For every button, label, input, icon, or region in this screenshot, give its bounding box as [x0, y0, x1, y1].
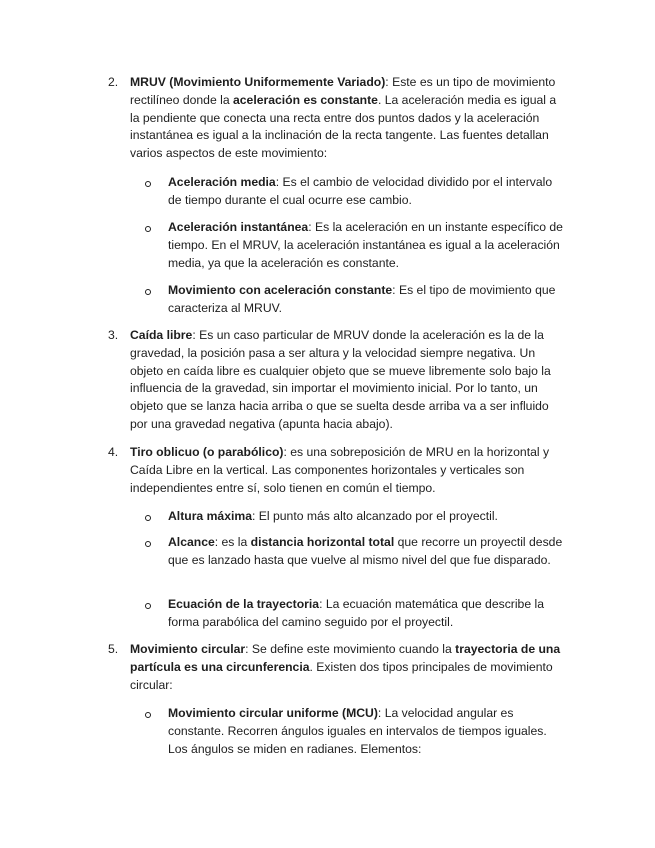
list-item-text	[130, 444, 564, 497]
text: : es la	[214, 535, 251, 549]
bullet-icon	[145, 289, 151, 295]
term: aceleración es constante	[233, 92, 378, 107]
term: Movimiento con aceleración constante	[168, 283, 393, 297]
term: Alcance	[168, 535, 215, 549]
text: : Este es un tipo de movimiento rectilíneo donde la	[130, 75, 556, 107]
text: : Se define este movimiento cuando la	[245, 642, 456, 656]
text: : Es la aceleración en un instante específico de tiempo. En el MRUV, la aceleración instantánea es igual a la aceleración media, ya que la aceleración es constante.	[168, 220, 563, 270]
list-item-text	[130, 641, 564, 694]
list-item-text	[130, 327, 564, 434]
term: Aceleración instantánea	[168, 220, 309, 234]
term: Movimiento circular	[130, 642, 246, 656]
sub-item-text	[168, 534, 563, 570]
bullet-icon	[145, 712, 151, 718]
term: Tiro oblicuo (o parabólico)	[130, 445, 284, 459]
text: : Es un caso particular de MRUV donde la aceleración es la de la gravedad, la posición pasa a ser altura y la velocidad siempre negativa. Un objeto en caída libre es cualquier objeto que se mueve libremente solo bajo la influencia de la gravedad, sin importar el movimiento inicial. Por lo tanto, un objeto que se lanza hacia arriba o que se suelta desde arriba va a ser influido por una gravedad negativa (apunta hacia abajo).	[130, 328, 551, 431]
sub-item-text	[168, 282, 563, 318]
text: que recorre un proyectil desde que es lanzado hasta que vuelve al mismo nivel del que fue disparado.	[168, 535, 563, 567]
list-number: 4.	[108, 445, 119, 459]
sub-item-text	[168, 508, 563, 526]
text: : La ecuación matemática que describe la forma parabólica del camino seguido por el proyectil.	[168, 597, 544, 629]
term: MRUV (Movimiento Uniformemente Variado)	[130, 75, 386, 89]
text: : El punto más alto alcanzado por el proyectil.	[252, 509, 498, 523]
text: . La aceleración media es igual a la pendiente que conecta una recta entre dos puntos dados y la aceleración instantánea es igual a la inclinación de la recta tangente. Las fuentes detallan varios aspectos de este movimiento:	[130, 92, 557, 161]
list-number: 3.	[108, 328, 119, 342]
text: : Es el cambio de velocidad dividido por el intervalo de tiempo durante el cual ocurre ese cambio.	[168, 175, 553, 207]
term: distancia horizontal total	[250, 535, 395, 549]
term: Movimiento circular uniforme (MCU)	[168, 706, 378, 720]
term: trayectoria de una partícula es una circunferencia	[130, 642, 561, 674]
list-number: 2.	[108, 75, 119, 89]
bullet-icon	[145, 515, 151, 521]
text: : Es el tipo de movimiento que caracteriza al MRUV.	[168, 283, 556, 315]
bullet-icon	[145, 181, 151, 187]
term: Aceleración media	[168, 175, 276, 189]
list-number: 5.	[108, 642, 119, 656]
bullet-icon	[145, 226, 151, 232]
text: : La velocidad angular es constante. Recorren ángulos iguales en intervalos de tiempos iguales. Los ángulos se miden en radianes. Elementos:	[168, 706, 547, 756]
text: . Existen dos tipos principales de movimiento circular:	[130, 659, 553, 692]
text: : es una sobreposición de MRU en la horizontal y Caída Libre en la vertical. Las componentes horizontales y verticales son independientes entre sí, solo tienen en común el tiempo.	[130, 445, 550, 495]
list-item-text	[130, 74, 564, 163]
sub-item-text	[168, 705, 563, 758]
sub-item-text	[168, 596, 563, 632]
term: Caída libre	[130, 328, 193, 342]
sub-item-text	[168, 174, 563, 210]
term: Altura máxima	[168, 509, 252, 523]
term: Ecuación de la trayectoria	[168, 597, 320, 611]
bullet-icon	[145, 541, 151, 547]
sub-item-text	[168, 219, 563, 272]
bullet-icon	[145, 603, 151, 609]
